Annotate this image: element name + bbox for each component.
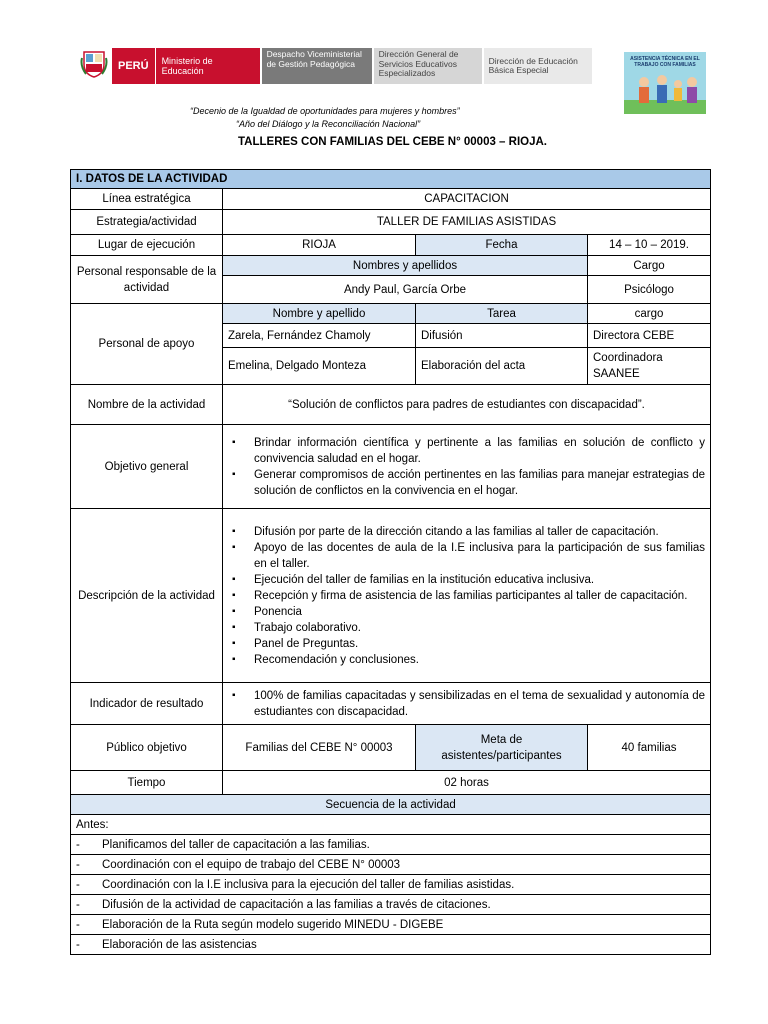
- estrategia-label: Estrategia/actividad: [71, 210, 223, 235]
- dash-marker: -: [76, 858, 80, 871]
- antes-item: [71, 915, 711, 935]
- descripcion-cell: [223, 509, 711, 683]
- nombres-header: Nombres y apellidos: [223, 256, 588, 276]
- antes-item-text: Difusión de la actividad de capacitación a las familias a través de citaciones.: [102, 898, 491, 911]
- antes-item: [71, 935, 711, 955]
- tiempo-value: 02 horas: [223, 771, 711, 795]
- antes-item: [71, 875, 711, 895]
- lugar-label: Lugar de ejecución: [71, 235, 223, 256]
- family-illustration-icon: [624, 52, 706, 114]
- list-item: ▪ Ejecución del taller de familias en la institución educativa inclusiva.: [254, 572, 705, 588]
- dash-marker: -: [76, 838, 80, 851]
- dash-marker: -: [76, 898, 80, 911]
- apoyo-header-cargo: cargo: [588, 304, 711, 324]
- list-item: ▪ Panel de Preguntas.: [254, 636, 705, 652]
- apoyo-label: Personal de apoyo: [71, 304, 223, 385]
- direccion-general-label: Dirección General de Servicios Educativos Especializados: [374, 48, 482, 84]
- list-item: ▪ Trabajo colaborativo.: [254, 620, 705, 636]
- antes-item-text: Elaboración de las asistencias: [102, 938, 257, 951]
- list-item: ▪ Brindar información científica y pertinente a las familias en solución de conflicto y convivencia saludad en el hogar.: [254, 435, 705, 467]
- apoyo-row-cargo: Coordinadora SAANEE: [588, 348, 711, 385]
- apoyo-row-task: Elaboración del acta: [416, 348, 588, 385]
- direccion-ebe-label: Dirección de Educación Básica Especial: [488, 55, 578, 75]
- section-datos-actividad: I. DATOS DE LA ACTIVIDAD: [71, 170, 711, 189]
- antes-label: Antes:: [71, 815, 711, 835]
- fecha-label: Fecha: [416, 235, 588, 256]
- objetivo-label: Objetivo general: [71, 425, 223, 509]
- institutional-header: [80, 48, 600, 84]
- list-item: ▪ Ponencia: [254, 604, 705, 620]
- poster-text: ASISTENCIA TÉCNICA EN EL TRABAJO CON FAMILIAS: [630, 56, 700, 68]
- responsable-cargo: Psicólogo: [588, 276, 711, 304]
- ministerio-label: Ministerio de Educación: [161, 56, 213, 76]
- meta-value: 40 familias: [588, 725, 711, 771]
- list-item: ▪ Recepción y firma de asistencia de las familias participantes al taller de capacitación.: [254, 588, 705, 604]
- apoyo-row-task: Difusión: [416, 324, 588, 348]
- publico-label: Público objetivo: [71, 725, 223, 771]
- peru-label: PERÚ: [112, 48, 156, 84]
- linea-label: Línea estratégica: [71, 189, 223, 210]
- cargo-header: Cargo: [588, 256, 711, 276]
- apoyo-row-name: Zarela, Fernández Chamoly: [223, 324, 416, 348]
- responsable-name: Andy Paul, García Orbe: [223, 276, 588, 304]
- tiempo-label: Tiempo: [71, 771, 223, 795]
- antes-item: [71, 855, 711, 875]
- indicador-cell: [223, 683, 711, 725]
- families-poster: [624, 52, 706, 114]
- apoyo-header-name: Nombre y apellido: [223, 304, 416, 324]
- apoyo-row-name: Emelina, Delgado Monteza: [223, 348, 416, 385]
- nombre-actividad-value: “Solución de conflictos para padres de estudiantes con discapacidad”.: [223, 385, 711, 425]
- despacho-label: Despacho Viceministerial de Gestión Pedagógica: [262, 48, 372, 84]
- antes-item: [71, 895, 711, 915]
- dash-marker: -: [76, 878, 80, 891]
- activity-table: [70, 169, 711, 955]
- meta-label: Meta de asistentes/participantes: [416, 725, 588, 771]
- lugar-value: RIOJA: [223, 235, 416, 256]
- decenio-quote: “Decenio de la Igualdad de oportunidades para mujeres y hombres”: [190, 106, 460, 116]
- nombre-actividad-label: Nombre de la actividad: [71, 385, 223, 425]
- dash-marker: -: [76, 918, 80, 931]
- dash-marker: -: [76, 938, 80, 951]
- peru-coat-of-arms-icon: [80, 48, 108, 78]
- estrategia-value: TALLER DE FAMILIAS ASISTIDAS: [223, 210, 711, 235]
- apoyo-row-cargo: Directora CEBE: [588, 324, 711, 348]
- publico-value: Familias del CEBE N° 00003: [223, 725, 416, 771]
- antes-item-text: Coordinación con la I.E inclusiva para la ejecución del taller de familias asistidas.: [102, 878, 515, 891]
- anio-quote: “Año del Diálogo y la Reconciliación Nacional”: [236, 119, 421, 129]
- responsable-label: Personal responsable de la actividad: [71, 256, 223, 304]
- list-item: ▪ Difusión por parte de la dirección citando a las familias al taller de capacitación.: [254, 524, 705, 540]
- antes-item-text: Elaboración de la Ruta según modelo sugerido MINEDU - DIGEBE: [102, 918, 444, 931]
- antes-item-text: Planificamos del taller de capacitación a las familias.: [102, 838, 370, 851]
- secuencia-label: Secuencia de la actividad: [71, 795, 711, 815]
- antes-item-text: Coordinación con el equipo de trabajo del CEBE N° 00003: [102, 858, 401, 871]
- list-item: ▪ Generar compromisos de acción pertinentes en las familias para manejar estrategias de solución de conflictos en la convivencia en el hogar.: [254, 467, 705, 499]
- indicador-label: Indicador de resultado: [71, 683, 223, 725]
- fecha-value: 14 – 10 – 2019.: [588, 235, 711, 256]
- descripcion-label: Descripción de la actividad: [71, 509, 223, 683]
- page-title: TALLERES CON FAMILIAS DEL CEBE N° 00003 – RIOJA.: [238, 136, 547, 148]
- list-item: ▪ Apoyo de las docentes de aula de la I.E inclusiva para la participación de sus familias en el taller.: [254, 540, 705, 572]
- objetivo-cell: [223, 425, 711, 509]
- list-item: ▪ 100% de familias capacitadas y sensibilizadas en el tema de sexualidad y autonomía de estudiantes con discapacidad.: [254, 688, 705, 720]
- linea-value: CAPACITACION: [223, 189, 711, 210]
- list-item: ▪ Recomendación y conclusiones.: [254, 652, 705, 668]
- antes-item: [71, 835, 711, 855]
- apoyo-header-task: Tarea: [416, 304, 588, 324]
